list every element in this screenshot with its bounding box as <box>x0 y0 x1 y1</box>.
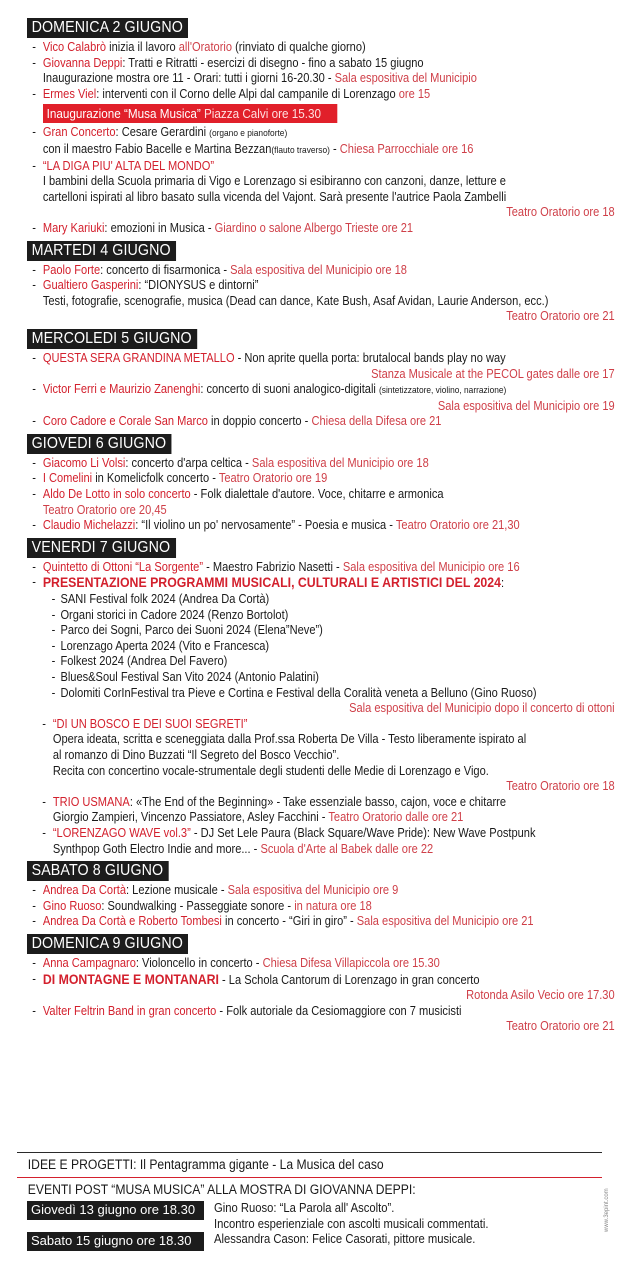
highlight-text: Teatro Oratorio ore 21,30 <box>395 518 520 533</box>
event-venue: Sala espositiva del Municipio ore 19 <box>437 398 615 413</box>
event-text: (rinviato di qualche giorno) <box>232 40 366 54</box>
highlight-text: TRIO USMANA <box>52 794 130 809</box>
event-text: : interventi con il Corno delle Alpi dal campanile di Lorenzago <box>96 86 399 101</box>
highlight-text: Quintetto di Ottoni “La Sorgente” <box>42 559 204 574</box>
event-text: in Komelicfolk concerto - <box>92 471 219 486</box>
highlight-text: Claudio Michelazzi <box>42 518 136 533</box>
event-line <box>43 518 615 534</box>
event-line <box>43 263 615 279</box>
event-line <box>53 795 615 811</box>
day-section <box>27 434 599 534</box>
highlight-text: Victor Ferri e Maurizio Zanenghi <box>42 382 201 397</box>
event-list <box>27 262 615 325</box>
highlight-text: “LA DIGA PIU' ALTA DEL MONDO” <box>42 158 215 173</box>
highlight-text: all'Oratorio <box>178 40 233 54</box>
event-text: inizia il lavoro <box>106 40 179 54</box>
event-text: : concerto di fisarmonica - <box>100 262 231 277</box>
printer-credit: www.3epint.com <box>604 1188 610 1232</box>
event-item <box>27 899 615 915</box>
event-text: Testi, fotografie, scenografie, musica (Dead can dance, Kate Bush, Asaf Avidan, Laurie Anderson, ecc.) <box>42 293 549 308</box>
event-text: in doppio concerto - <box>207 414 312 429</box>
event-item <box>27 456 615 472</box>
day-header: MERCOLEDI 5 GIUGNO <box>27 329 197 349</box>
post-event-line: Alessandra Cason: Felice Casorati, pittore musicale. <box>213 1232 476 1246</box>
event-item <box>27 87 615 103</box>
program-sublist-item: - Parco dei Sogni, Parco dei Suoni 2024 (Elena”Neve”) <box>52 623 615 639</box>
highlight-text: Gran Concerto <box>42 125 116 140</box>
event-line <box>43 278 615 294</box>
highlight-text: Gino Ruoso <box>42 898 102 913</box>
day-section <box>27 538 615 857</box>
highlight-text: Sala espositiva del Municipio ore 18 <box>251 455 429 470</box>
event-list <box>27 125 615 236</box>
event-item <box>27 221 615 237</box>
event-text: (sintetizzatore, violino, narrazione) <box>378 385 507 397</box>
event-item <box>27 56 615 87</box>
post-event-line: Gino Ruoso: “La Parola all' Ascolto”. <box>213 1201 395 1215</box>
highlight-text: Chiesa Parrocchiale ore 16 <box>339 141 474 156</box>
event-item <box>37 826 615 857</box>
post-event-date: Giovedì 13 giugno ore 18.30 <box>27 1201 204 1220</box>
event-venue: Stanza Musicale at the PECOL gates dalle ore 17 <box>371 366 615 381</box>
event-line <box>43 914 615 930</box>
event-text: - DJ Set Lele Paura (Black Square/Wave Pride): New Wave Postpunk <box>190 825 536 840</box>
event-text: : «The End of the Beginning» - Take essenziale basso, cajon, voce e chitarre <box>129 794 507 809</box>
event-list <box>27 456 599 534</box>
program-content <box>27 18 615 1039</box>
event-text: - La Schola Cantorum di Lorenzago in gran concerto <box>218 972 480 987</box>
event-item <box>27 263 615 279</box>
event-line <box>43 190 615 206</box>
event-line <box>43 40 615 56</box>
event-text: Inaugurazione mostra ore 11 - Orari: tutti i giorni 16-20.30 - <box>42 71 335 86</box>
event-list <box>27 559 615 717</box>
event-line <box>43 221 615 237</box>
program-sublist-item: - Folkest 2024 (Andrea Del Favero) <box>52 654 615 670</box>
event-item <box>27 1004 615 1035</box>
highlight-text: Vico Calabrò <box>42 40 107 54</box>
program-sublist-item: - Organi storici in Cadore 2024 (Renzo Bortolot) <box>52 608 615 624</box>
post-event-text <box>214 1201 563 1232</box>
event-list <box>27 955 615 1035</box>
event-line <box>53 810 615 826</box>
event-line <box>43 294 615 310</box>
event-line <box>43 125 615 142</box>
event-text: - Maestro Fabrizio Nasetti - <box>203 559 343 574</box>
day-header: DOMENICA 2 GIUGNO <box>27 18 188 38</box>
day-section <box>27 934 615 1035</box>
highlight-text: Giardino o salone Albergo Trieste ore 21 <box>214 220 414 235</box>
highlight-text: ore 15 <box>398 86 431 101</box>
event-item <box>27 278 615 325</box>
event-text: : “Il violino un po' nervosamente” - Poesia e musica - <box>135 518 396 533</box>
event-line <box>43 503 615 519</box>
event-text: : Violoncello in concerto - <box>135 955 263 970</box>
ideas-projects-line: IDEE E PROGETTI: Il Pentagramma gigante - La Musica del caso <box>27 1157 384 1172</box>
post-event-2 <box>27 1232 602 1251</box>
event-item <box>27 414 615 430</box>
event-item <box>27 956 615 972</box>
event-text: : concerto d'arpa celtica - <box>125 455 252 470</box>
event-text: - Non aprite quella porta: brutalocal bands play no way <box>234 350 506 365</box>
event-text: Synthpop Goth Electro Indie and more... - <box>52 841 261 856</box>
highlight-text: DI MONTAGNE E MONTANARI <box>42 970 219 987</box>
event-item <box>27 914 615 930</box>
day-section <box>27 18 615 237</box>
event-text: Giorgio Zampieri, Vincenzo Passiatore, Asley Facchini - <box>52 810 329 825</box>
event-line <box>43 87 615 103</box>
program-sublist-item: - SANI Festival folk 2024 (Andrea Da Cortà) <box>52 592 615 608</box>
highlight-text: I Comelini <box>42 471 93 486</box>
highlight-text: Giacomo Li Volsi <box>42 455 126 470</box>
event-line <box>43 56 615 72</box>
event-line <box>43 71 615 87</box>
highlight-text: Valter Feltrin Band in gran concerto <box>42 1003 217 1018</box>
event-venue: Teatro Oratorio ore 21 <box>506 1019 615 1034</box>
event-text: : <box>500 576 505 591</box>
inauguration-banner <box>43 104 337 123</box>
event-line <box>43 414 615 430</box>
event-text: - Folk autoriale da Cesiomaggiore con 7 musicisti <box>216 1003 462 1018</box>
event-line <box>43 972 615 989</box>
event-item <box>27 487 615 518</box>
event-text: : concerto di suoni analogico-digitali <box>200 382 379 397</box>
event-line <box>43 471 615 487</box>
event-line <box>53 732 615 748</box>
highlight-text: Andrea Da Cortà <box>42 883 127 898</box>
post-events-title: EVENTI POST “MUSA MUSICA” ALLA MOSTRA DI GIOVANNA DEPPI: <box>27 1182 416 1197</box>
post-event-1 <box>27 1201 602 1232</box>
event-text: con il maestro Fabio Bacelle e Martina Bezzan <box>42 141 272 156</box>
event-line <box>43 560 615 576</box>
highlight-text: Coro Cadore e Corale San Marco <box>42 414 208 429</box>
event-line <box>43 956 615 972</box>
event-item <box>27 40 615 56</box>
highlight-text: Ermes Viel <box>42 86 97 101</box>
event-line <box>43 456 615 472</box>
event-text: al romanzo di Dino Buzzati “Il Segreto del Bosco Vecchio”. <box>52 747 340 762</box>
highlight-text: Mary Kariuki <box>42 220 105 235</box>
event-text: : Cesare Gerardini <box>115 125 210 140</box>
event-line <box>43 575 615 592</box>
highlight-text: Anna Campagnaro <box>42 955 136 970</box>
day-section <box>27 861 599 930</box>
event-text: I bambini della Scuola primaria di Vigo e Lorenzago si esibiranno con canzoni, danze, letture e <box>42 174 506 189</box>
event-item <box>27 560 615 576</box>
event-line <box>53 717 615 733</box>
program-sublist-item: - Blues&Soul Festival San Vito 2024 (Antonio Palatini) <box>52 670 615 686</box>
event-text: Opera ideata, scritta e sceneggiata dalla Prof.ssa Roberta De Villa - Testo liberamente ispirato al <box>52 732 527 747</box>
event-line <box>53 764 615 780</box>
highlight-text: Sala espositiva del Municipio ore 16 <box>342 559 520 574</box>
event-venue: Teatro Oratorio ore 21 <box>506 309 615 324</box>
event-text: : Soundwalking - Passeggiate sonore - <box>101 898 295 913</box>
event-text: (organo e pianoforte) <box>209 128 288 140</box>
highlight-text: Sala espositiva del Municipio ore 21 <box>356 914 534 929</box>
event-item <box>27 159 615 221</box>
event-list <box>27 350 615 430</box>
event-text: in concerto - “Giri in giro” - <box>221 914 357 929</box>
event-line <box>43 487 615 503</box>
event-line <box>53 748 615 764</box>
event-line <box>43 159 615 175</box>
highlight-text: Gualtiero Gasperini <box>42 278 139 293</box>
event-list <box>27 883 599 930</box>
event-item <box>27 518 615 534</box>
day-header: VENERDI 7 GIUGNO <box>27 538 176 558</box>
day-header: GIOVEDI 6 GIUGNO <box>27 434 172 454</box>
event-line <box>43 382 615 399</box>
event-text: - Folk dialettale d'autore. Voce, chitarre e armonica <box>190 487 444 502</box>
program-sublist <box>43 592 615 701</box>
event-item <box>27 471 615 487</box>
event-text: : “DIONYSUS e dintorni” <box>138 278 259 293</box>
highlight-text: Andrea Da Cortà e Roberto Tombesi <box>42 914 222 929</box>
highlight-text: Sala espositiva del Municipio <box>334 71 477 86</box>
highlight-text: “LORENZAGO WAVE vol.3” <box>52 825 191 840</box>
event-venue: Teatro Oratorio ore 18 <box>506 205 615 220</box>
event-item <box>27 883 615 899</box>
day-section <box>27 329 615 430</box>
event-list <box>27 40 599 102</box>
event-text: : emozioni in Musica - <box>104 220 215 235</box>
event-text: Recita con concertino vocale-strumentale degli studenti delle Medie di Lorenzago e Vigo. <box>52 763 489 778</box>
banner-title: Inaugurazione “Musa Musica” <box>46 106 201 122</box>
event-item <box>27 382 615 414</box>
highlight-text: QUESTA SERA GRANDINA METALLO <box>42 350 235 365</box>
event-text: (flauto traverso) <box>271 144 330 156</box>
program-sublist-item: - Dolomiti CorInFestival tra Pieve e Cortina e Festival della Coralità veneta a Belluno (Gino Ruoso) <box>52 686 615 702</box>
event-text: cartelloni ispirati al libro basato sulla vicenda del Vajont. Sarà presente l'autrice Paola Zambelli <box>42 189 507 204</box>
event-venue: Teatro Oratorio ore 18 <box>506 779 615 794</box>
day-section <box>27 241 615 325</box>
event-text: : Lezione musicale - <box>126 883 228 898</box>
day-header: MARTEDI 4 GIUGNO <box>27 241 176 261</box>
program-footer <box>17 1152 602 1251</box>
banner-location: Piazza Calvi ore 15.30 <box>200 106 322 122</box>
event-line <box>53 842 615 858</box>
event-line <box>43 351 615 367</box>
highlight-text: Scuola d'Arte al Babek dalle ore 22 <box>260 841 434 856</box>
event-item <box>37 795 615 826</box>
highlight-text: Teatro Oratorio ore 20,45 <box>42 502 167 517</box>
event-item <box>37 717 615 795</box>
event-item <box>27 575 615 716</box>
highlight-text: Sala espositiva del Municipio ore 18 <box>230 262 407 277</box>
highlight-text: Paolo Forte <box>42 262 101 277</box>
highlight-text: “DI UN BOSCO E DEI SUOI SEGRETI” <box>52 716 248 731</box>
event-line <box>43 899 615 915</box>
highlight-text: Teatro Oratorio ore 19 <box>218 471 328 486</box>
event-text: : Tratti e Ritratti - esercizi di disegno - fino a sabato 15 giugno <box>122 55 424 70</box>
highlight-text: in natura ore 18 <box>294 898 372 913</box>
event-item <box>27 351 615 382</box>
event-venue: Sala espositiva del Municipio dopo il concerto di ottoni <box>349 701 615 716</box>
post-event-text <box>214 1232 563 1248</box>
post-event-date: Sabato 15 giugno ore 18.30 <box>27 1232 204 1251</box>
program-sublist-item: - Lorenzago Aperta 2024 (Vito e Francesca) <box>52 639 615 655</box>
event-line <box>43 1004 615 1020</box>
day-header: SABATO 8 GIUGNO <box>27 861 169 881</box>
sub-event-list <box>27 716 615 857</box>
event-item <box>27 972 615 1004</box>
event-line <box>43 174 615 190</box>
event-item <box>27 125 615 158</box>
highlight-text: Teatro Oratorio dalle ore 21 <box>328 810 464 825</box>
event-line <box>43 142 615 159</box>
day-header: DOMENICA 9 GIUGNO <box>27 934 188 954</box>
highlight-text: Sala espositiva del Municipio ore 9 <box>227 883 399 898</box>
event-line <box>43 883 615 899</box>
event-line <box>53 826 615 842</box>
event-venue: Rotonda Asilo Vecio ore 17.30 <box>466 988 615 1003</box>
event-text: - <box>329 141 340 156</box>
post-event-line: Incontro esperienziale con ascolti musicali commentati. <box>213 1216 489 1231</box>
highlight-text: Chiesa Difesa Villapiccola ore 15.30 <box>262 955 440 970</box>
highlight-text: Chiesa della Difesa ore 21 <box>311 414 442 429</box>
highlight-text: PRESENTAZIONE PROGRAMMI MUSICALI, CULTURALI E ARTISTICI DEL 2024 <box>42 574 501 591</box>
highlight-text: Aldo De Lotto in solo concerto <box>42 487 191 502</box>
highlight-text: Giovanna Deppi <box>42 55 123 70</box>
